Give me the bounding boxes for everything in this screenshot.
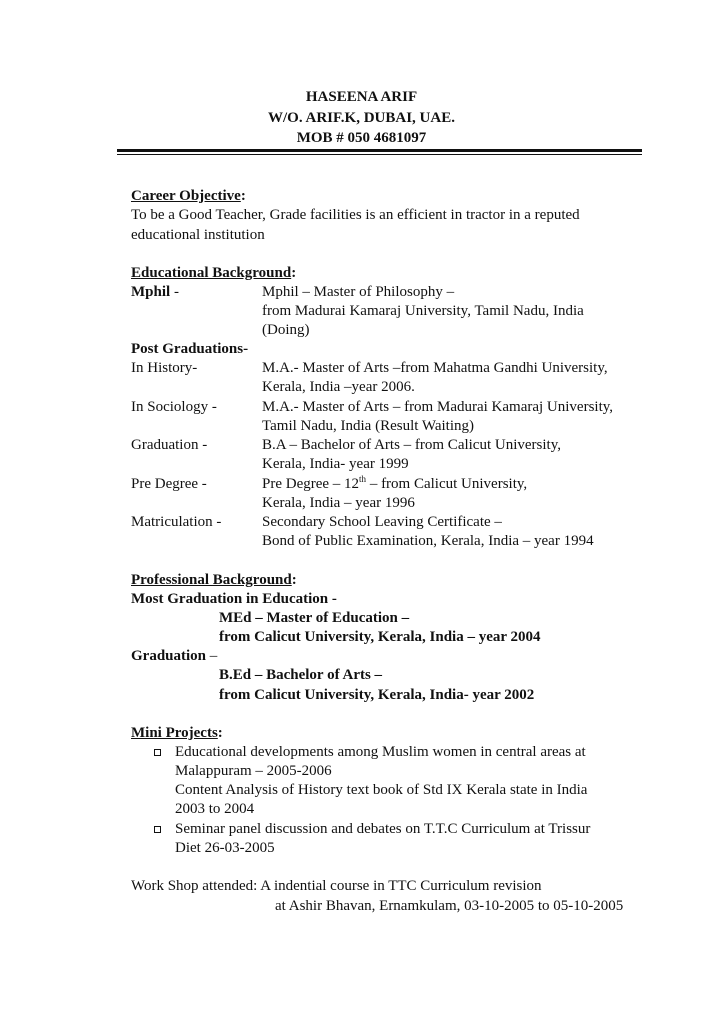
education-heading: Educational Background: [131,265,297,281]
graduation-line-1: B.A – Bachelor of Arts – from Calicut University, [262,437,561,453]
project-1-line-1: Educational developments among Muslim women in central areas at [175,744,586,760]
workshop-line-1: Work Shop attended: A indential course in TTC Curriculum revision [131,878,542,894]
career-heading: Career Objective: [131,188,246,204]
matriculation-label: Matriculation - [131,514,222,530]
pre-degree-line-2: Kerala, India – year 1996 [262,495,415,511]
matriculation-line-1: Secondary School Leaving Certificate – [262,514,502,530]
bed-line-1: B.Ed – Bachelor of Arts – [219,667,383,683]
candidate-address: W/O. ARIF.K, DUBAI, UAE. [268,110,455,126]
square-bullet-icon [154,826,161,833]
professional-heading: Professional Background: [131,572,297,588]
post-grad-heading: Post Graduations- [131,341,249,357]
med-line-2: from Calicut University, Kerala, India – year 2004 [219,629,541,645]
bed-line-2: from Calicut University, Kerala, India- year 2002 [219,687,535,703]
graduation-label: Graduation - [131,437,208,453]
candidate-mobile: MOB # 050 4681097 [296,130,427,146]
candidate-name: HASEENA ARIF [305,89,418,105]
history-line-1: M.A.- Master of Arts –from Mahatma Gandhi University, [262,360,608,376]
header-rule-thick [117,149,642,152]
prof-graduation-heading: Graduation – [131,648,218,664]
mphil-line-2: from Madurai Kamaraj University, Tamil Nadu, India [262,303,584,319]
career-line-2: educational institution [131,227,265,243]
sociology-line-1: M.A.- Master of Arts – from Madurai Kamaraj University, [262,399,614,415]
mphil-line-3: (Doing) [262,322,310,338]
pre-degree-label: Pre Degree - [131,476,207,492]
project-1-line-3: Content Analysis of History text book of Std IX Kerala state in India [175,782,588,798]
square-bullet-icon [154,749,161,756]
project-1-line-2: Malappuram – 2005-2006 [175,763,332,779]
project-2-line-2: Diet 26-03-2005 [175,840,275,856]
project-2-line-1: Seminar panel discussion and debates on T.T.C Curriculum at Trissur [175,821,591,837]
project-1-line-4: 2003 to 2004 [175,801,255,817]
matriculation-line-2: Bond of Public Examination, Kerala, India – year 1994 [262,533,594,549]
med-line-1: MEd – Master of Education – [219,610,410,626]
sociology-line-2: Tamil Nadu, India (Result Waiting) [262,418,475,434]
graduation-line-2: Kerala, India- year 1999 [262,456,409,472]
mphil-label: Mphil - [131,284,179,300]
history-line-2: Kerala, India –year 2006. [262,379,415,395]
sociology-label: In Sociology - [131,399,217,415]
pre-degree-line-1: Pre Degree – 12th – from Calicut University, [262,474,528,492]
career-line-1: To be a Good Teacher, Grade facilities is an efficient in tractor in a reputed [131,207,580,223]
most-graduation-heading: Most Graduation in Education - [131,591,337,607]
header-rule-thin [117,154,642,155]
projects-heading: Mini Projects: [131,725,223,741]
mphil-line-1: Mphil – Master of Philosophy – [262,284,455,300]
history-label: In History- [131,360,198,376]
workshop-line-2: at Ashir Bhavan, Ernamkulam, 03-10-2005 to 05-10-2005 [275,898,624,914]
